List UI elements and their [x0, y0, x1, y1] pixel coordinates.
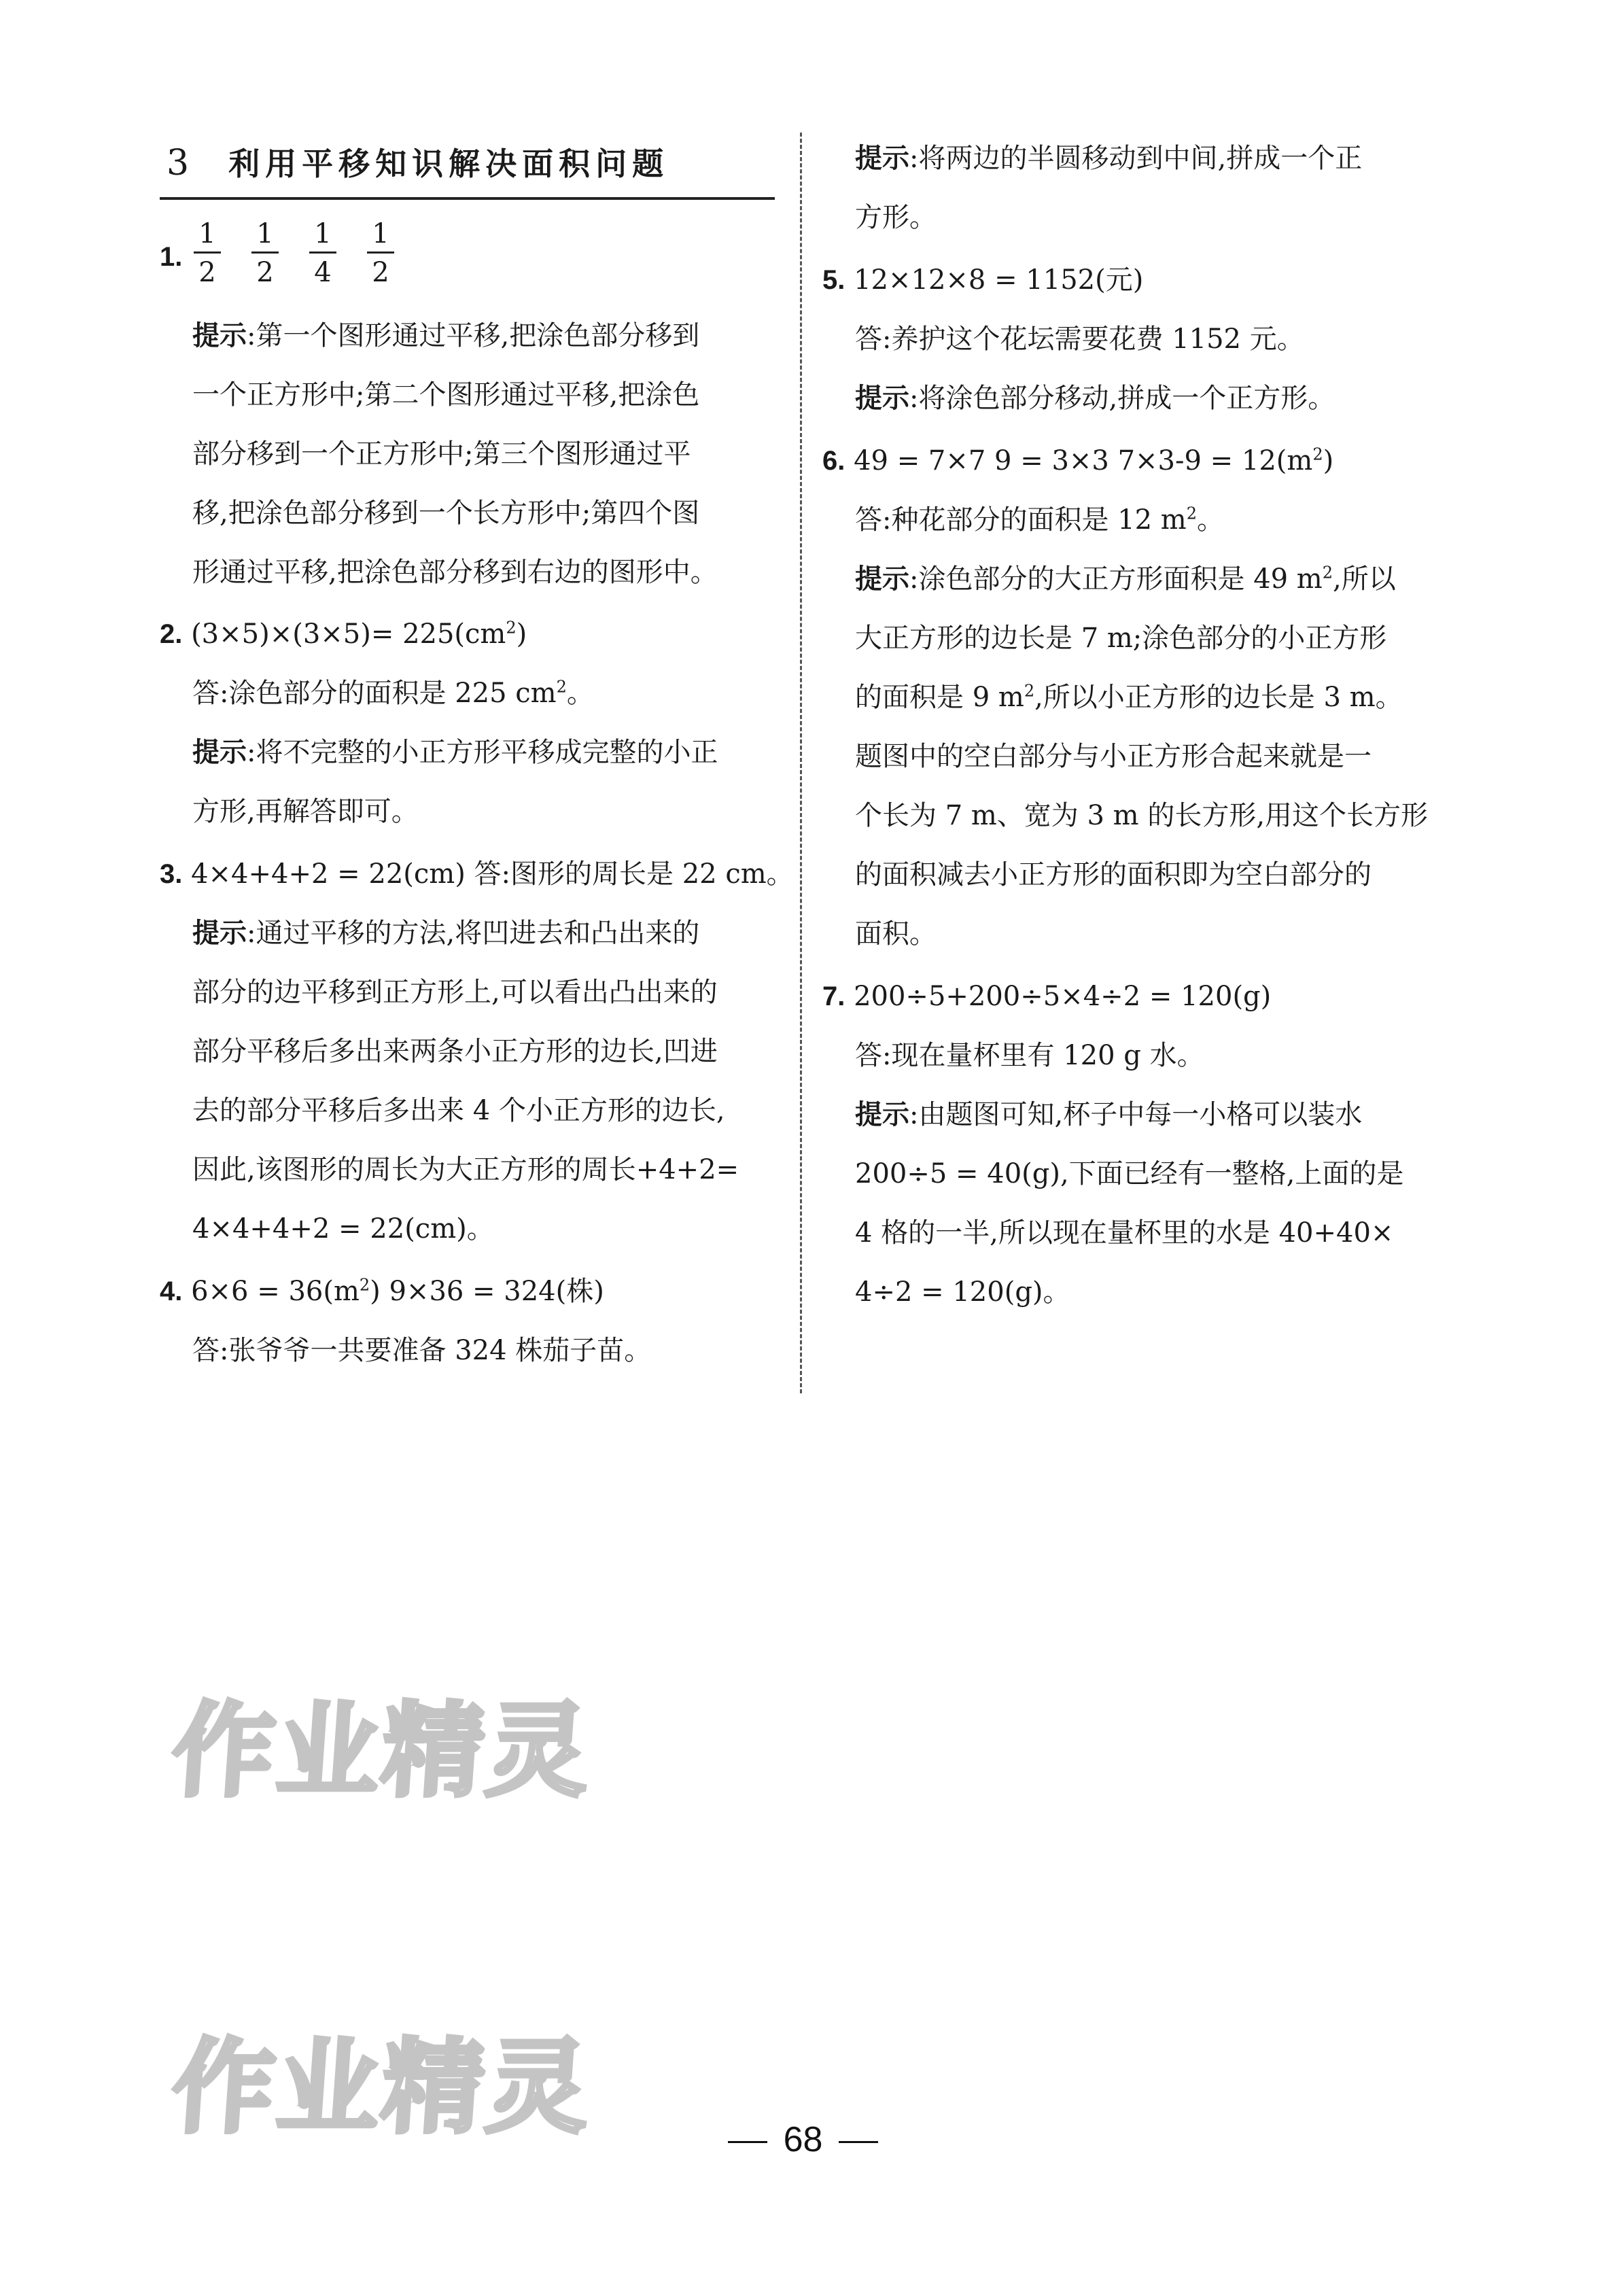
- section-heading: [167, 139, 669, 184]
- q7-hint-line-2: 200÷5 = 40(g),下面已经有一整格,上面的是: [855, 1158, 1404, 1189]
- q7-hint-line-1: 提示:由题图可知,杯子中每一小格可以装水: [855, 1098, 1363, 1130]
- q3-hint-line-2: 部分的边平移到正方形上,可以看出凸出来的: [192, 977, 718, 1008]
- column-divider: [800, 133, 802, 1393]
- watermark-logo: 作业精灵: [168, 1692, 596, 1811]
- q6-hint-line-5: 个长为 7 m、宽为 3 m 的长方形,用这个长方形: [855, 800, 1429, 831]
- q6-hint-line-6: 的面积减去小正方形的面积即为空白部分的: [855, 859, 1372, 890]
- q1-hint-line-3: 部分移到一个正方形中;第三个图形通过平: [192, 438, 691, 470]
- fraction-4: $\frac{1}{2}$: [367, 219, 394, 288]
- q4-answer: 答:张爷爷一共要准备 324 株茄子苗。: [192, 1335, 652, 1366]
- q7-answer: 答:现在量杯里有 120 g 水。: [855, 1040, 1204, 1071]
- q6-answer: 答:种花部分的面积是 12 $m^2$。: [855, 504, 1225, 536]
- q2-hint-line-1: 提示:将不完整的小正方形平移成完整的小正: [192, 736, 718, 768]
- q1-hint-line-4: 移,把涂色部分移到一个长方形中;第四个图: [192, 498, 700, 529]
- page-number: 68: [0, 2119, 1606, 2160]
- watermark-logo: 作业精灵: [168, 2029, 596, 2147]
- fraction-3: $\frac{1}{4}$: [309, 219, 336, 288]
- q2-hint-line-2: 方形,再解答即可。: [192, 796, 419, 827]
- q6-hint-line-2: 大正方形的边长是 7 m;涂色部分的小正方形: [855, 623, 1387, 654]
- q3-hint-line-4: 去的部分平移后多出来 4 个小正方形的边长,: [192, 1095, 725, 1126]
- q1-hint-line-5: 形通过平移,把涂色部分移到右边的图形中。: [192, 557, 718, 588]
- q3-hint-line-5: 因此,该图形的周长为大正方形的周长+4+2=: [192, 1154, 739, 1185]
- q3-hint-line-1: 提示:通过平移的方法,将凹进去和凸出来的: [192, 917, 700, 949]
- q3-hint-line-3: 部分平移后多出来两条小正方形的边长,凹进: [192, 1036, 718, 1067]
- q6-hint-line-7: 面积。: [855, 918, 937, 950]
- question-5: 5. 12×12×8 = 1152(元): [822, 264, 1144, 296]
- hint-label: 提示: [192, 319, 247, 351]
- question-7: 7. 200÷5+200÷5×4÷2 = 120(g): [822, 981, 1272, 1012]
- section-title: 利用平移知识解决面积问题: [228, 145, 669, 182]
- q6-hint-line-3: 的面积是 9 $m^2$,所以小正方形的边长是 3 m。: [855, 681, 1403, 713]
- q2-answer: 答:涂色部分的面积是 225 $cm^2$。: [192, 677, 594, 709]
- question-4: 4. $6\times 6 = 36(m^2) 9\times 36 = 324$(株): [160, 1275, 604, 1307]
- page-number-dash-right: [839, 2141, 878, 2143]
- question-3: 3. 4×4+4+2 = 22(cm) 答:图形的周长是 22 cm。: [160, 858, 794, 890]
- page-number-dash-left: [728, 2141, 767, 2143]
- q4-hint-line-2: 方形。: [855, 202, 937, 233]
- q1-hint-line-1: 提示:第一个图形通过平移,把涂色部分移到: [192, 319, 700, 351]
- q5-answer: 答:养护这个花坛需要花费 1152 元。: [855, 324, 1304, 355]
- section-number: 3: [167, 143, 195, 184]
- fraction-1: $\frac{1}{2}$: [194, 219, 221, 288]
- title-underline: [160, 197, 775, 200]
- q6-hint-line-1: 提示:涂色部分的大正方形面积是 49 $m^2$,所以: [855, 563, 1396, 595]
- q7-hint-line-4: 4÷2 = 120(g)。: [855, 1276, 1070, 1308]
- question-6: 6. 49 = 7×7 9 = 3×3 $7\times 3-9 = 12(m^2)$: [822, 445, 1334, 476]
- q4-hint-line-1: 提示:将两边的半圆移动到中间,拼成一个正: [855, 142, 1363, 174]
- question-2: 2. $(3\times 5)\times(3\times 5)= 225(cm^2)$: [160, 618, 527, 650]
- q3-hint-line-6: 4×4+4+2 = 22(cm)。: [192, 1213, 494, 1245]
- q7-hint-line-3: 4 格的一半,所以现在量杯里的水是 40+40×: [855, 1217, 1394, 1249]
- fraction-2: $\frac{1}{2}$: [251, 219, 279, 288]
- q6-hint-line-4: 题图中的空白部分与小正方形合起来就是一: [855, 741, 1372, 772]
- q1-hint-line-2: 一个正方形中;第二个图形通过平移,把涂色: [192, 379, 700, 411]
- question-1-number: 1.: [160, 242, 183, 272]
- q5-hint-line-1: 提示:将涂色部分移动,拼成一个正方形。: [855, 382, 1336, 414]
